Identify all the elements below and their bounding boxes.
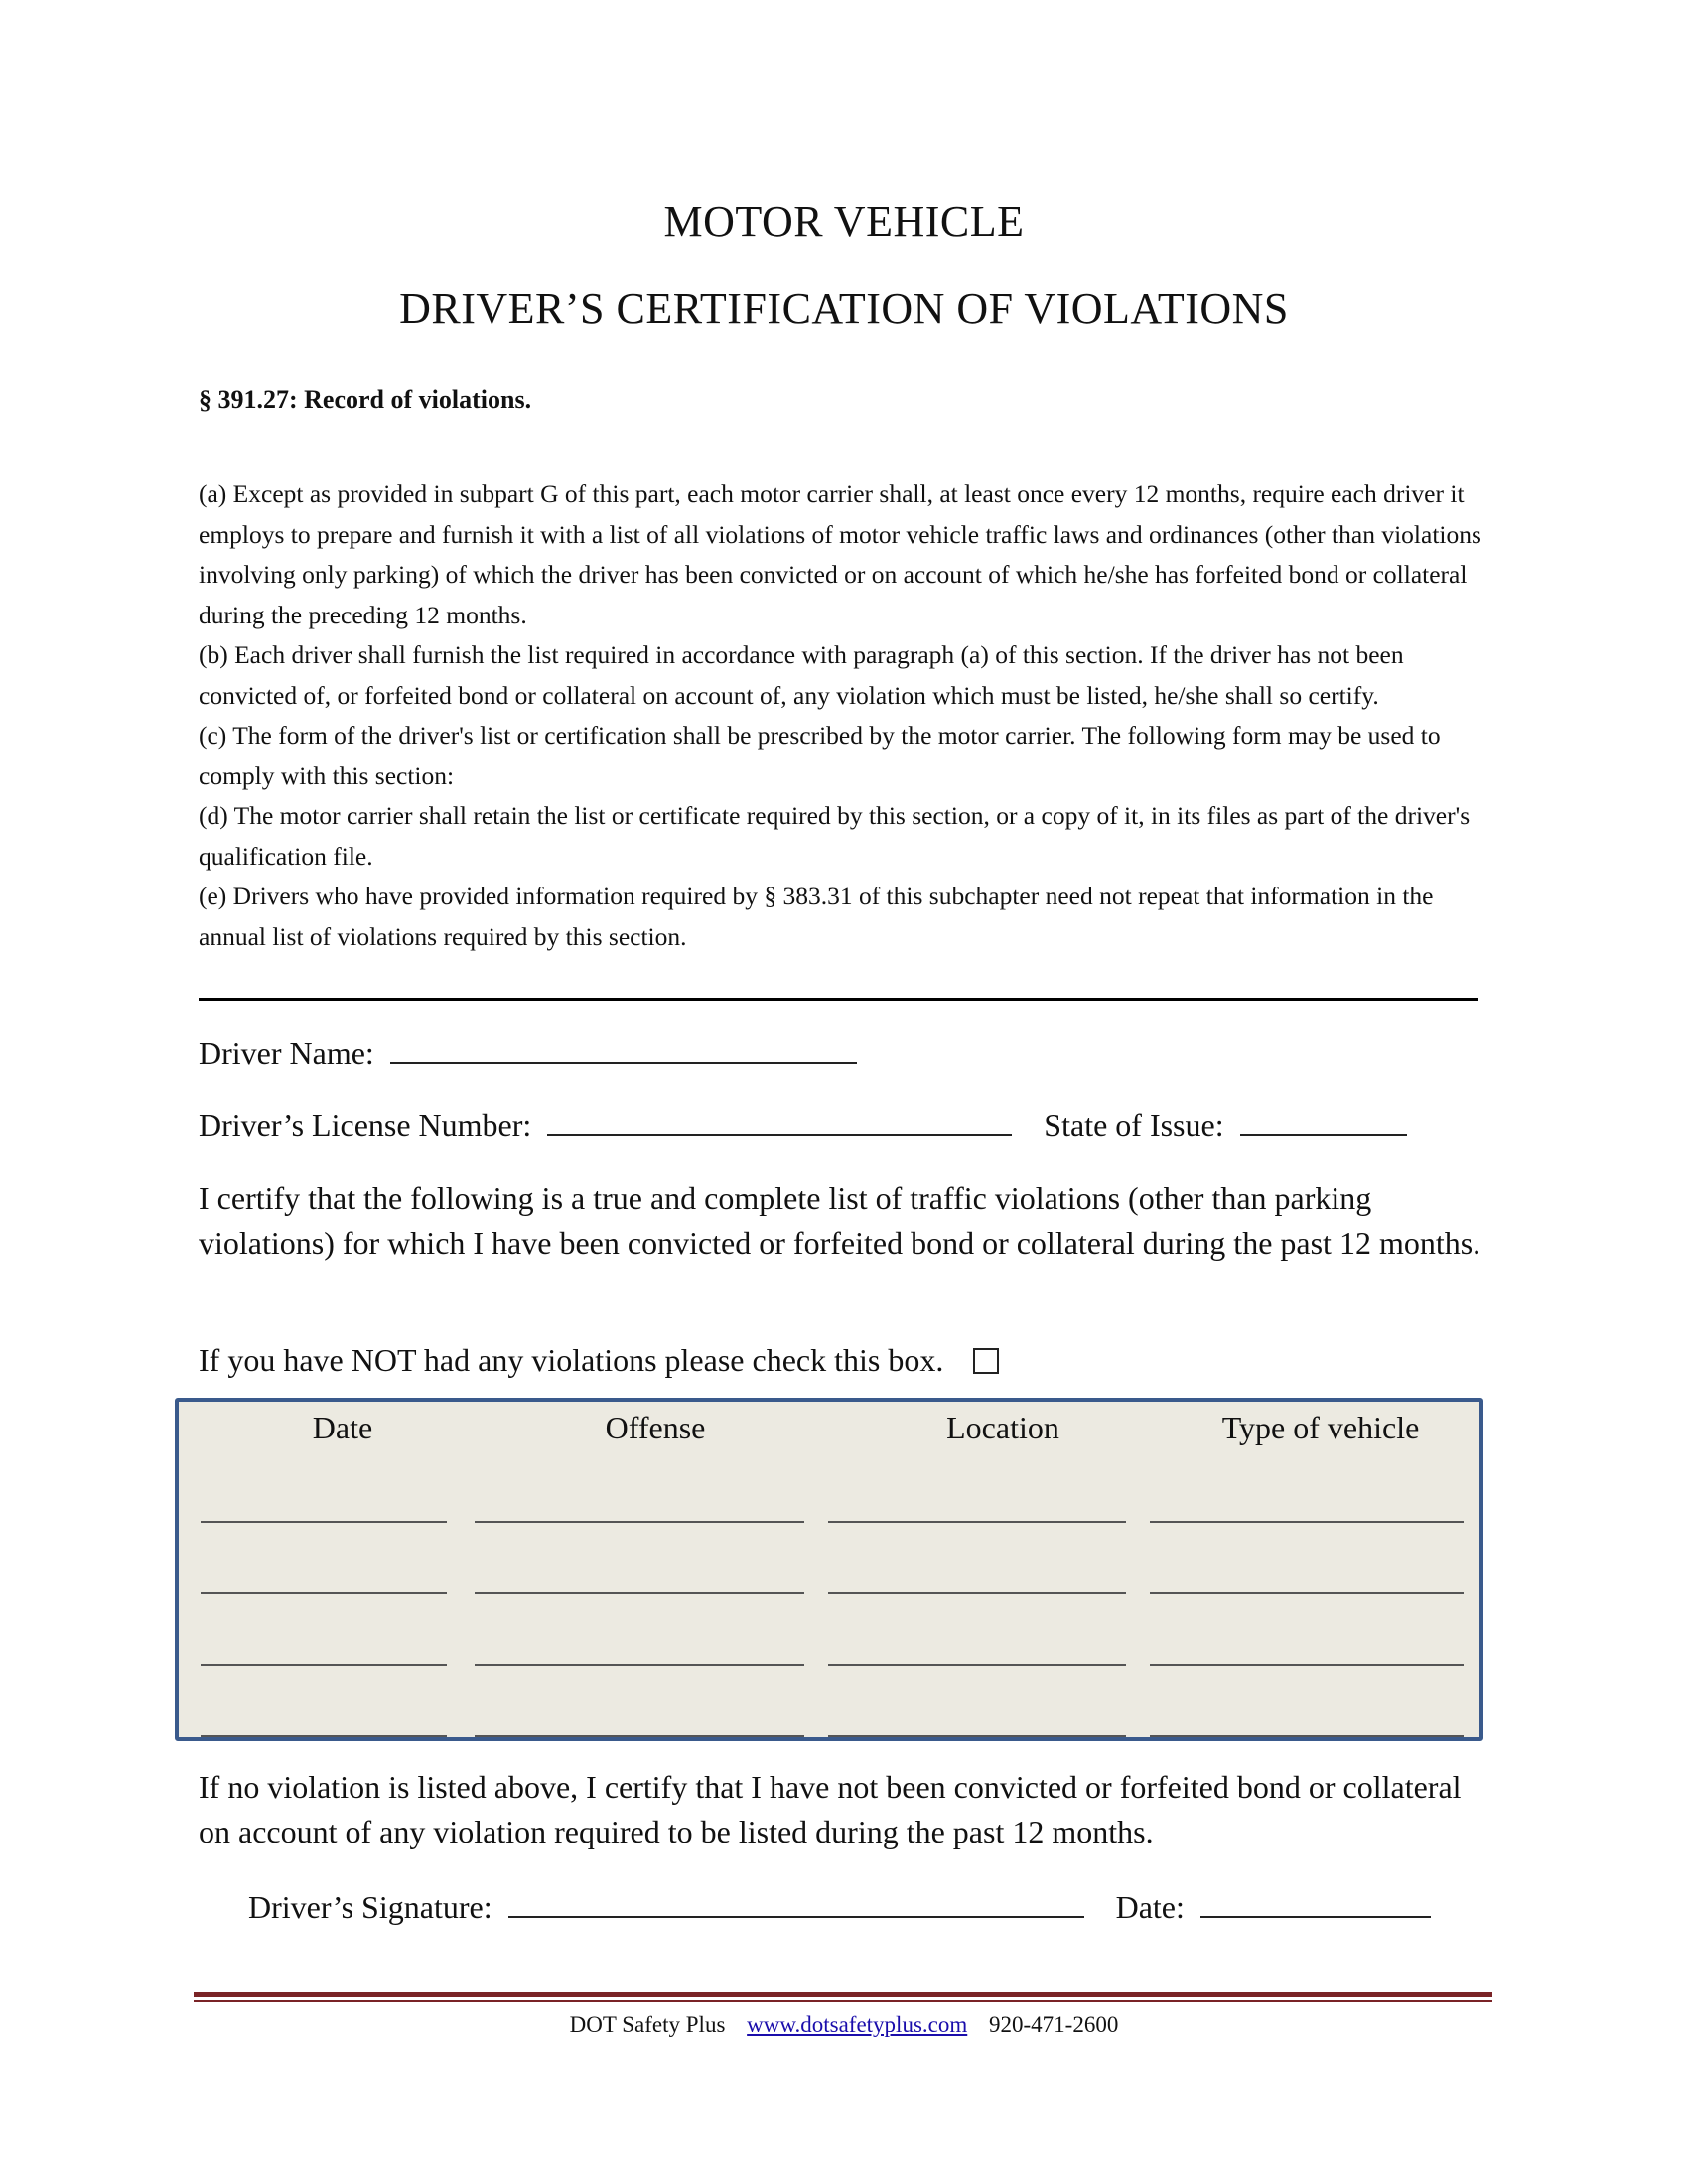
row-2-vehicle-field[interactable] bbox=[1150, 1592, 1464, 1594]
paragraph-b: (b) Each driver shall furnish the list required in accordance with paragraph (a) of this section. If the driver has not been convicted of, or forfeited bond or collateral on account of, any violation which must be listed, he/she shall so certify. bbox=[199, 640, 1404, 710]
state-label: State of Issue: bbox=[1044, 1107, 1224, 1143]
header-type-of-vehicle: Type of vehicle bbox=[1221, 1410, 1420, 1445]
header-date: Date bbox=[312, 1410, 373, 1445]
row-2-offense-field[interactable] bbox=[475, 1592, 804, 1594]
signature-field[interactable] bbox=[508, 1886, 1084, 1918]
row-1-date-field[interactable] bbox=[201, 1521, 447, 1523]
row-2-location-field[interactable] bbox=[828, 1592, 1126, 1594]
footer bbox=[0, 2012, 1688, 2038]
section-heading: § 391.27: Record of violations. bbox=[199, 385, 532, 414]
driver-name-label: Driver Name: bbox=[199, 1035, 374, 1071]
driver-name-row bbox=[199, 1032, 857, 1072]
footer-rule-thick bbox=[194, 1992, 1492, 1997]
paragraph-d: (d) The motor carrier shall retain the list or certificate required by this section, or a copy of it, in its files as part of the driver's qualification file. bbox=[199, 801, 1471, 871]
section-divider bbox=[199, 998, 1478, 1001]
row-1-vehicle-field[interactable] bbox=[1150, 1521, 1464, 1523]
paragraph-c: (c) The form of the driver's list or certification shall be prescribed by the motor carrier. The following form may be used to comply with this section: bbox=[199, 721, 1441, 790]
certify-statement: I certify that the following is a true and complete list of traffic violations (other than parking violations) for which I have been convicted or forfeited bond or collateral during the past 12 months. bbox=[199, 1180, 1481, 1261]
title-line-2: DRIVER’S CERTIFICATION OF VIOLATIONS bbox=[399, 284, 1289, 333]
row-4-location-field[interactable] bbox=[828, 1735, 1126, 1737]
row-1-location-field[interactable] bbox=[828, 1521, 1126, 1523]
footer-website-link[interactable]: www.dotsafetyplus.com bbox=[747, 2012, 968, 2037]
regulation-paragraphs bbox=[199, 475, 1489, 957]
paragraph-e: (e) Drivers who have provided information required by § 383.31 of this subchapter need not repeat that information in the annual list of violations required by this section. bbox=[199, 882, 1434, 951]
paragraph-a: (a) Except as provided in subpart G of this part, each motor carrier shall, at least once every 12 months, require each driver it employs to prepare and furnish it with a list of all violations of motor vehicle traffic laws and ordinances (other than violations involving only parking) of which the driver has been convicted or on account of which he/she has forfeited bond or collateral during the preceding 12 months. bbox=[199, 479, 1481, 629]
row-4-vehicle-field[interactable] bbox=[1150, 1735, 1464, 1737]
row-4-date-field[interactable] bbox=[201, 1735, 447, 1737]
row-1-offense-field[interactable] bbox=[475, 1521, 804, 1523]
driver-name-field[interactable] bbox=[390, 1032, 857, 1064]
violations-table bbox=[175, 1398, 1483, 1741]
row-3-offense-field[interactable] bbox=[475, 1664, 804, 1666]
row-3-date-field[interactable] bbox=[201, 1664, 447, 1666]
signature-row bbox=[248, 1886, 1431, 1926]
license-label: Driver’s License Number: bbox=[199, 1107, 532, 1143]
license-row bbox=[199, 1104, 1407, 1144]
footer-company: DOT Safety Plus bbox=[569, 2012, 726, 2037]
row-2-date-field[interactable] bbox=[201, 1592, 447, 1594]
no-violations-label: If you have NOT had any violations please check this box. bbox=[199, 1342, 944, 1378]
header-location: Location bbox=[946, 1410, 1059, 1445]
signature-date-field[interactable] bbox=[1200, 1886, 1431, 1918]
footer-rule-thin bbox=[194, 2000, 1492, 2002]
signature-label: Driver’s Signature: bbox=[248, 1889, 492, 1925]
license-number-field[interactable] bbox=[547, 1104, 1012, 1136]
state-of-issue-field[interactable] bbox=[1240, 1104, 1407, 1136]
no-violations-checkbox[interactable] bbox=[973, 1348, 999, 1374]
no-violation-certify-statement: If no violation is listed above, I certify that I have not been convicted or forfeited bond or collateral on account of any violation required to be listed during the past 12 months. bbox=[199, 1769, 1462, 1849]
no-violations-row bbox=[199, 1342, 999, 1379]
row-3-location-field[interactable] bbox=[828, 1664, 1126, 1666]
signature-date-label: Date: bbox=[1115, 1889, 1185, 1925]
footer-phone: 920-471-2600 bbox=[989, 2012, 1119, 2037]
row-4-offense-field[interactable] bbox=[475, 1735, 804, 1737]
header-offense: Offense bbox=[605, 1410, 706, 1445]
row-3-vehicle-field[interactable] bbox=[1150, 1664, 1464, 1666]
title-line-1: MOTOR VEHICLE bbox=[663, 198, 1025, 246]
